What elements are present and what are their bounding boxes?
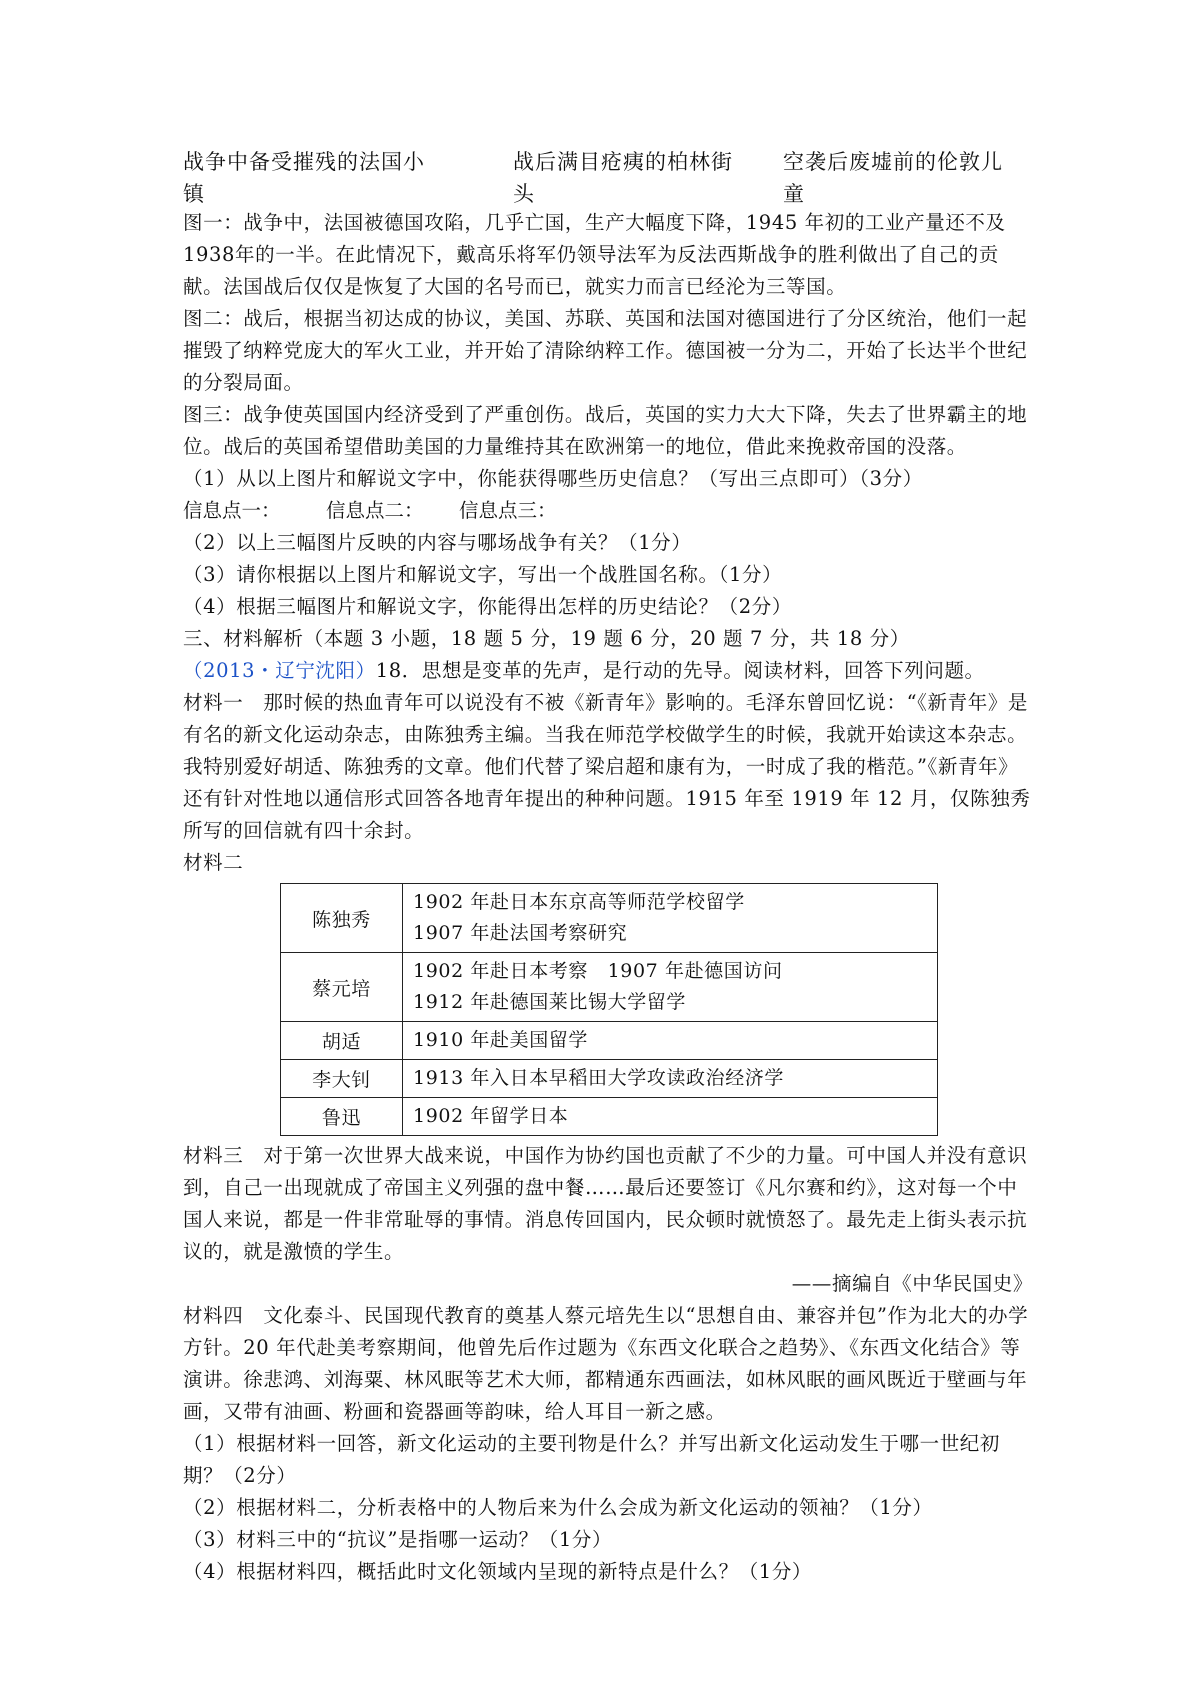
info-points [183, 495, 1033, 527]
question-18-stem [183, 655, 1033, 687]
question-2: （2）以上三幅图片反映的内容与哪场战争有关？（1分） [183, 531, 692, 554]
sub-question-2: （2）根据材料二，分析表格中的人物后来为什么会成为新文化运动的领袖？（1分） [183, 1496, 933, 1519]
figure2-description: 图二：战后，根据当初达成的协议，美国、苏联、英国和法国对德国进行了分区统治，他们一起摧毁了纳粹党庞大的军火工业，并开始了清除纳粹工作。德国被一分为二，开始了长达半个世纪的分裂局面。 [183, 307, 1028, 394]
question-18-text: 18．思想是变革的先声，是行动的先导。阅读材料，回答下列问题。 [375, 659, 985, 682]
material-4: 材料四 文化泰斗、民国现代教育的奠基人蔡元培先生以“思想自由、兼容并包”作为北大的办学方针。20 年代赴美考察期间，他曾先后作过题为《东西文化联合之趋势》、《东西文化结合》等演讲。徐悲鸿、刘海粟、林风眠等艺术大师，都精通东西画法，如林风眠的画风既近于壁画与年画，又带有油画、粉画和瓷器画等韵味，给人耳目一新之感。 [183, 1304, 1029, 1423]
question-4: （4）根据三幅图片和解说文字，你能得出怎样的历史结论？（2分） [183, 595, 792, 618]
detail-line: 1902 年赴日本考察 1907 年赴德国访问 [413, 960, 783, 982]
info-point-1: 信息点一： [183, 499, 281, 522]
section-3-heading: 三、材料解析（本题 3 小题，18 题 5 分，19 题 6 分，20 题 7 分，共 18 分） [183, 627, 910, 650]
detail-line: 1912 年赴德国莱比锡大学留学 [413, 991, 686, 1013]
table-row [281, 1098, 938, 1136]
table-cell-name: 陈独秀 [281, 884, 403, 953]
table-row [281, 884, 938, 953]
table-cell-detail [403, 1060, 938, 1098]
question-3: （3）请你根据以上图片和解说文字，写出一个战胜国名称。（1分） [183, 563, 783, 586]
sub-question-4: （4）根据材料四，概括此时文化领域内呈现的新特点是什么？（1分） [183, 1560, 813, 1583]
material-3-source: ——摘编自《中华民国史》 [791, 1272, 1033, 1295]
table-cell-name: 胡适 [281, 1022, 403, 1060]
material-3: 材料三 对于第一次世界大战来说，中国作为协约国也贡献了不少的力量。可中国人并没有意识到，自己一出现就成了帝国主义列强的盘中餐……最后还要签订《凡尔赛和约》，这对每一个中国人来说，都是一件非常耻辱的事情。消息传回国内，民众顿时就愤怒了。最先走上街头表示抗议的，就是激愤的学生。 [183, 1144, 1028, 1263]
table-cell-name: 蔡元培 [281, 953, 403, 1022]
sub-question-3: （3）材料三中的“抗议”是指哪一运动？（1分） [183, 1528, 613, 1551]
info-point-2: 信息点二： [326, 499, 424, 522]
table-cell-detail [403, 1022, 938, 1060]
material-2-label: 材料二 [183, 851, 244, 874]
table-cell-detail [403, 884, 938, 953]
image-captions [183, 146, 1043, 210]
table-row [281, 1060, 938, 1098]
caption-france-town: 战争中备受摧残的法国小镇 [183, 150, 425, 206]
table-cell-detail [403, 953, 938, 1022]
table-cell-detail [403, 1098, 938, 1136]
figure3-description: 图三：战争使英国国内经济受到了严重创伤。战后，英国的实力大大下降，失去了世界霸主的地位。战后的英国希望借助美国的力量维持其在欧洲第一的地位，借此来挽救帝国的没落。 [183, 403, 1028, 458]
question-18-source: （2013・辽宁沈阳） [183, 659, 376, 682]
detail-line: 1913 年入日本早稻田大学攻读政治经济学 [413, 1067, 784, 1089]
table-row [281, 953, 938, 1022]
info-point-3: 信息点三： [459, 499, 557, 522]
table-cell-name: 李大钊 [281, 1060, 403, 1098]
detail-line: 1907 年赴法国考察研究 [413, 922, 628, 944]
table-row [281, 1022, 938, 1060]
detail-line: 1902 年留学日本 [413, 1105, 569, 1127]
sub-question-1: （1）根据材料一回答，新文化运动的主要刊物是什么？并写出新文化运动发生于哪一世纪初期？（2分） [183, 1432, 1001, 1487]
question-1: （1）从以上图片和解说文字中，你能获得哪些历史信息？（写出三点即可）（3分） [183, 467, 923, 490]
document-body [183, 207, 1033, 1588]
figure1-description: 图一：战争中，法国被德国攻陷，几乎亡国，生产大幅度下降，1945 年初的工业产量还不及1938年的一半。在此情况下，戴高乐将军仍领导法军为反法西斯战争的胜利做出了自己的贡献。法国战后仅仅是恢复了大国的名号而已，就实力而言已经沦为三等国。 [183, 211, 1006, 298]
caption-london-children: 空袭后废墟前的伦敦儿童 [783, 150, 1003, 206]
material-1: 材料一 那时候的热血青年可以说没有不被《新青年》影响的。毛泽东曾回忆说：“《新青年》是有名的新文化运动杂志，由陈独秀主编。当我在师范学校做学生的时候，我就开始读这本杂志。我特别爱好胡适、陈独秀的文章。他们代替了梁启超和康有为，一时成了我的楷范。”《新青年》还有针对性地以通信形式回答各地青年提出的种种问题。1915 年至 1919 年 12 月，仅陈独秀所写的回信就有四十余封。 [183, 691, 1031, 842]
detail-line: 1902 年赴日本东京高等师范学校留学 [413, 891, 745, 913]
material-2-table [280, 883, 938, 1136]
detail-line: 1910 年赴美国留学 [413, 1029, 588, 1051]
table-cell-name: 鲁迅 [281, 1098, 403, 1136]
caption-berlin-street: 战后满目疮痍的柏林街头 [513, 150, 733, 206]
